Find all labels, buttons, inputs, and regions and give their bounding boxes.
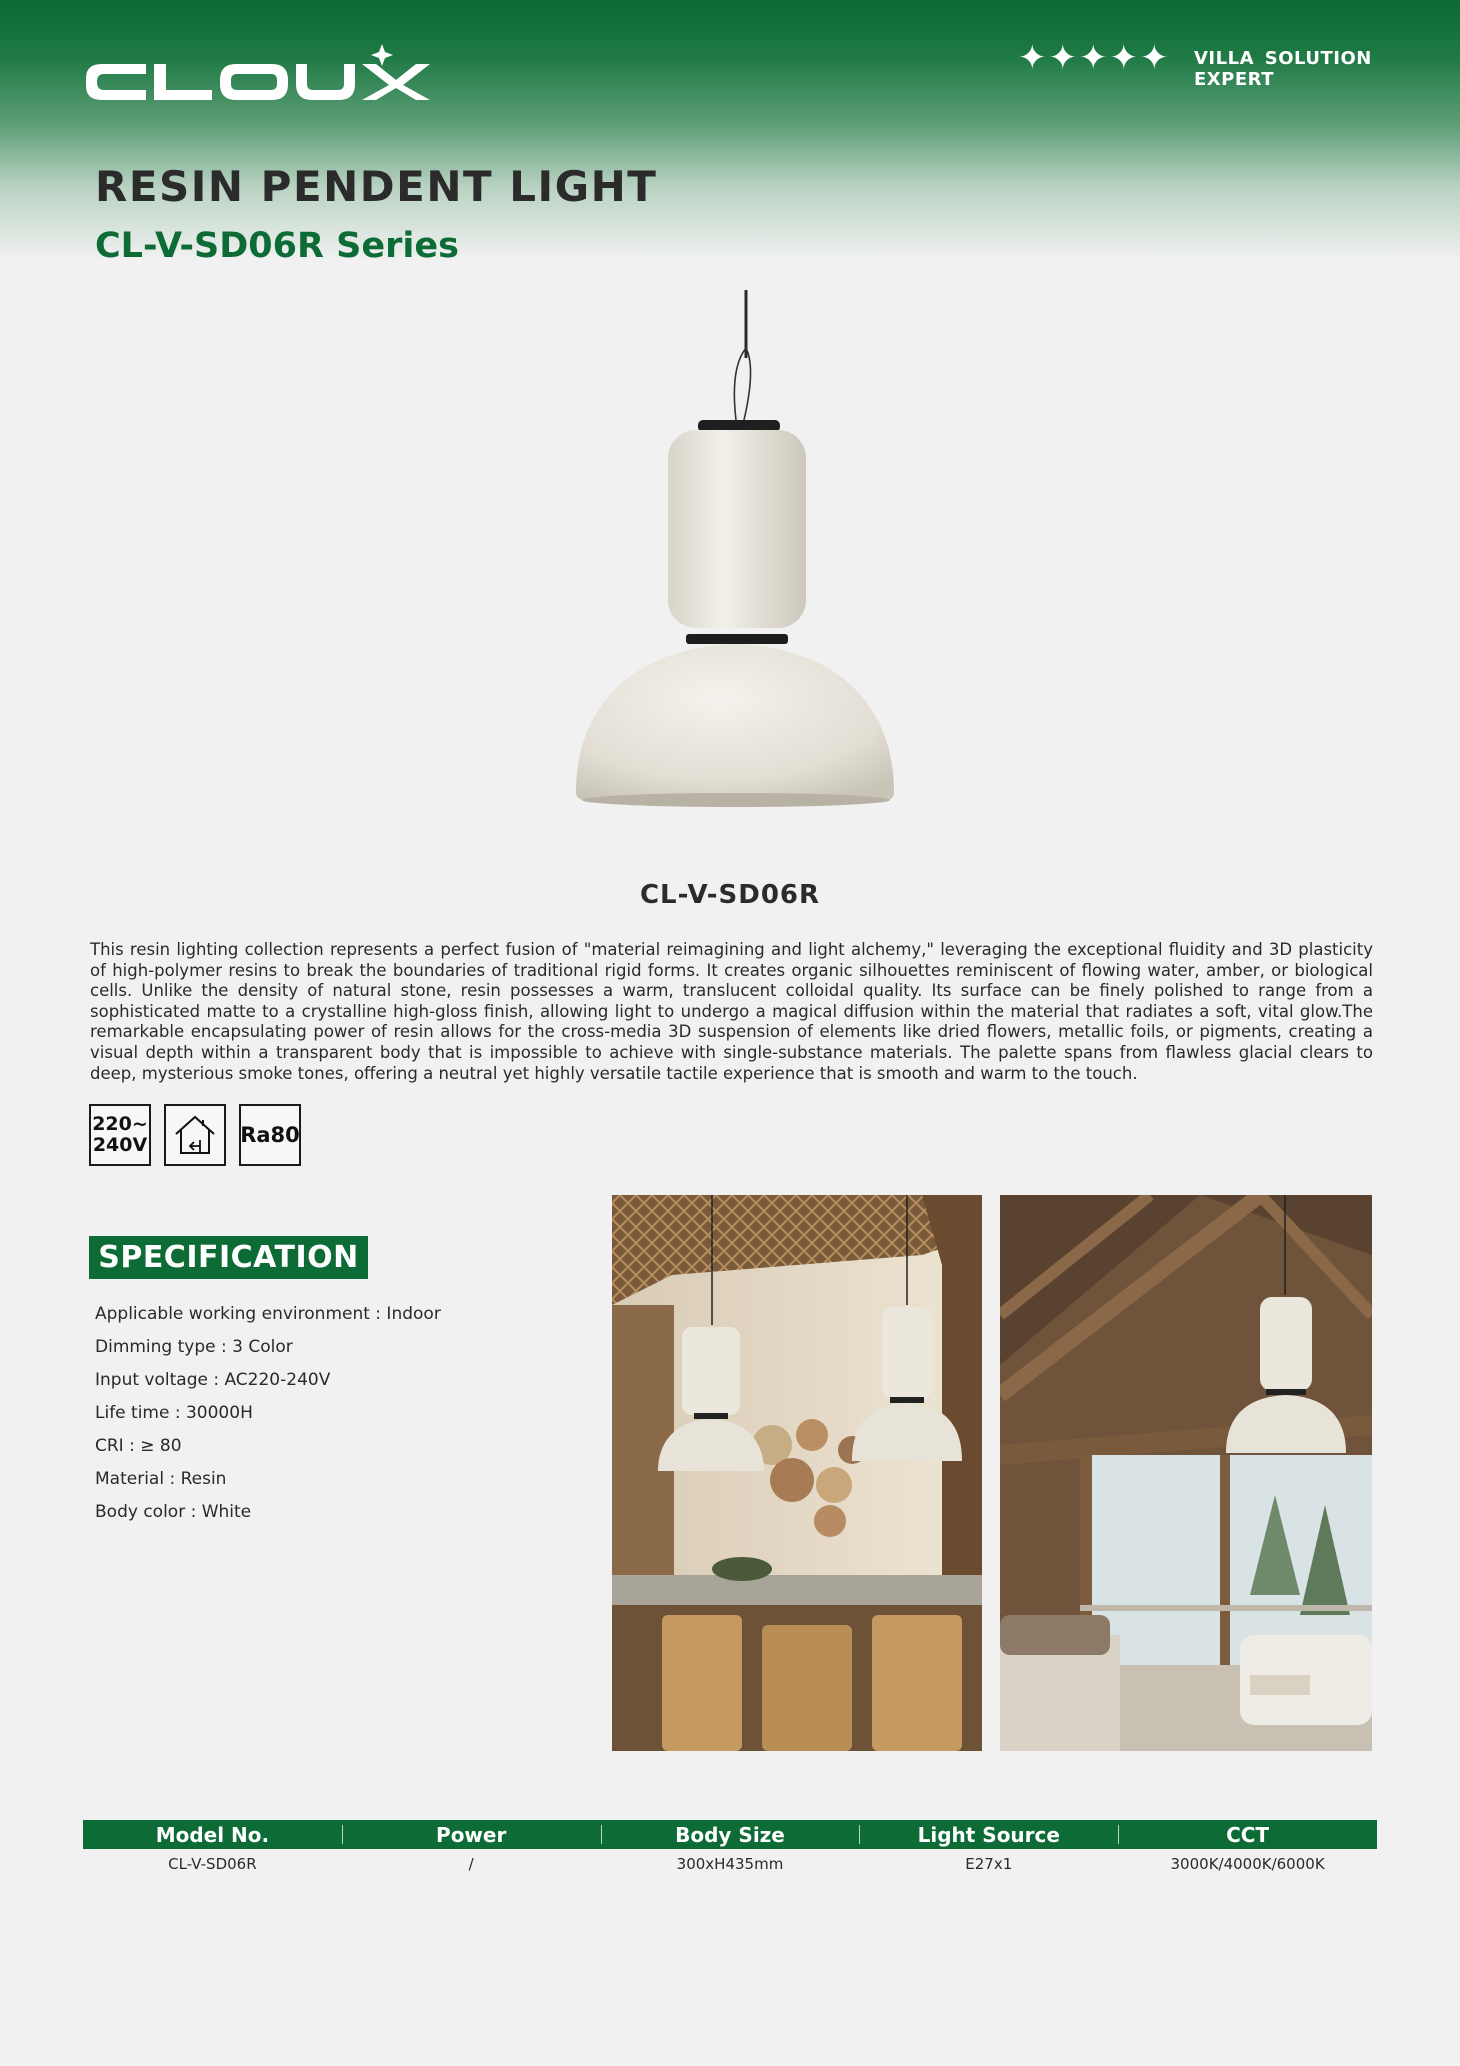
spec-item-voltage: Input voltage : AC220-240V bbox=[95, 1370, 331, 1390]
spec-item-cri: CRI : ≥ 80 bbox=[95, 1436, 182, 1456]
spec-item-material: Material : Resin bbox=[95, 1469, 227, 1489]
cell-cct: 3000K/4000K/6000K bbox=[1170, 1855, 1325, 1873]
table-row bbox=[83, 1855, 1377, 1873]
col-light-source: Light Source bbox=[859, 1820, 1118, 1849]
bedroom-scene-image bbox=[1000, 1195, 1372, 1751]
product-title: RESIN PENDENT LIGHT bbox=[95, 162, 658, 211]
cell-body-size: 300xH435mm bbox=[676, 1855, 784, 1873]
cell-model-no: CL-V-SD06R bbox=[168, 1855, 257, 1873]
spec-table-header bbox=[83, 1820, 1377, 1849]
spec-item-color: Body color : White bbox=[95, 1502, 252, 1522]
voltage-badge-line2: 240V bbox=[92, 1134, 148, 1156]
voltage-badge-line1: 220~ bbox=[92, 1113, 148, 1135]
product-description: This resin lighting collection represents a perfect fusion of "material reimagining and light alchemy," leveraging the exceptional fluidity and 3D plasticity of high-polymer resins to break the boundaries of traditional rigid forms. It creates organic silhouettes reminiscent of flowing water, amber, or biological cells. Unlike the density of natural stone, resin possesses a warm, translucent colloidal quality. Its surface can be finely polished to range from a sophisticated matte to a crystalline high-gloss finish, allowing light to undergo a magical diffusion within the material that radiates a soft, vital glow.The remarkable encapsulating power of resin allows for the cross-media 3D suspension of elements like dried flowers, metallic foils, or pigments, creating a visual depth within a transparent body that is impossible to achieve with single-substance materials. The palette spans from flawless glacial clears to deep, mysterious smoke tones, offering a neutral yet highly versatile tactile experience that is smooth and warm to the touch. bbox=[90, 940, 1373, 1083]
col-body-size: Body Size bbox=[601, 1820, 860, 1849]
header-band bbox=[0, 0, 1460, 260]
dining-room-scene-image bbox=[612, 1195, 982, 1751]
spec-item-lifetime: Life time : 30000H bbox=[95, 1403, 253, 1423]
col-power: Power bbox=[342, 1820, 601, 1849]
col-cct: CCT bbox=[1118, 1820, 1377, 1849]
rating-stars: ✦✦✦✦✦ bbox=[1018, 38, 1171, 78]
cell-power: / bbox=[468, 1855, 474, 1873]
product-series: CL-V-SD06R Series bbox=[95, 226, 459, 266]
col-model-no: Model No. bbox=[155, 1822, 270, 1847]
tagline: VILLA SOLUTION EXPERT bbox=[1194, 48, 1372, 90]
spec-item-dimming: Dimming type : 3 Color bbox=[95, 1337, 293, 1357]
indoor-house-icon bbox=[164, 1104, 226, 1166]
pendant-lamp-image bbox=[560, 288, 900, 818]
spec-item-environment: Applicable working environment : Indoor bbox=[95, 1304, 441, 1324]
cloux-logo bbox=[84, 40, 436, 108]
spec-list bbox=[95, 1302, 441, 1533]
cri-badge: Ra80 bbox=[239, 1104, 301, 1166]
model-caption: CL-V-SD06R bbox=[639, 880, 821, 910]
specification-heading: SPECIFICATION bbox=[89, 1236, 368, 1279]
cell-light-source: E27x1 bbox=[965, 1855, 1013, 1873]
voltage-badge bbox=[89, 1104, 151, 1166]
feature-badges bbox=[89, 1104, 301, 1166]
